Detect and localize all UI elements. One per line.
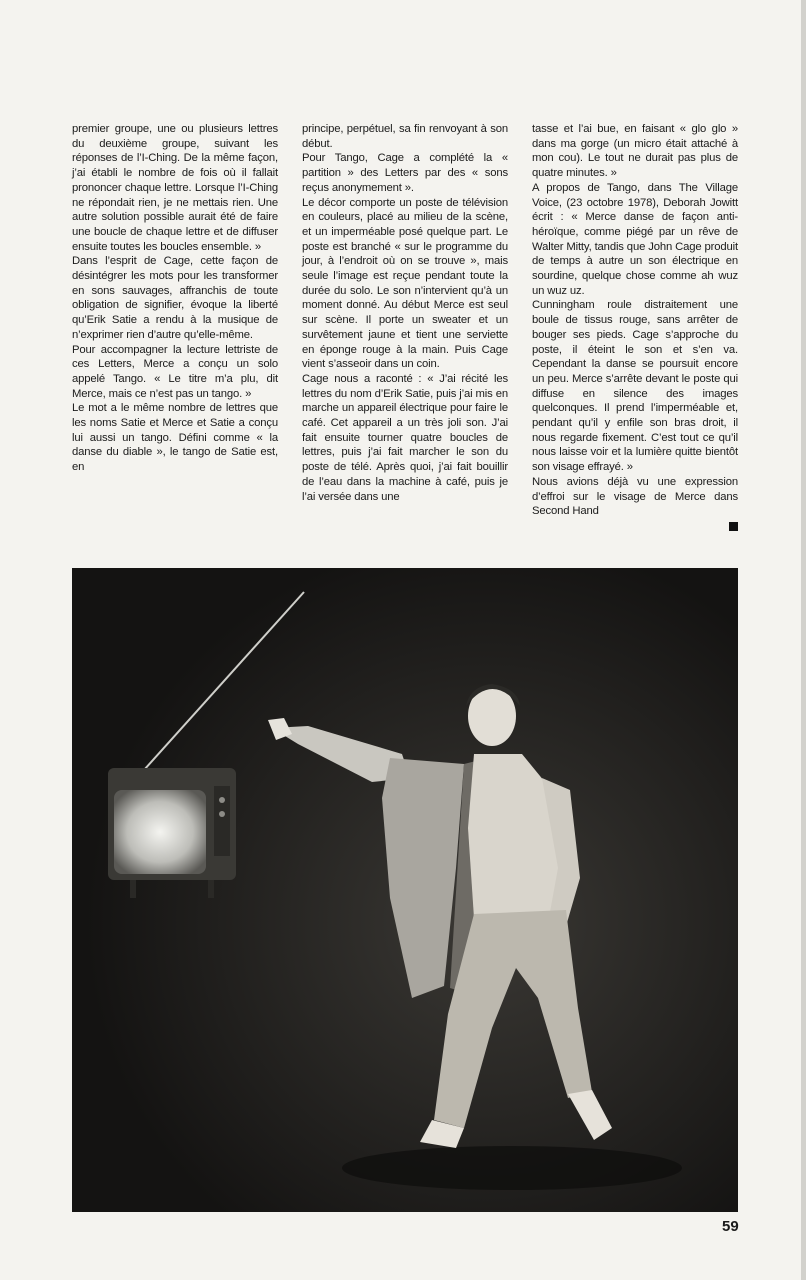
page-edge-shadow	[801, 0, 806, 1280]
paragraph: Le mot a le même nombre de lettres que les noms Satie et Merce et Satie a conçu lui aussi un tango. Défini comme « la danse du diable », le tango de Satie est, en	[72, 402, 278, 474]
text-column-2	[302, 122, 508, 504]
paragraph: Dans l’esprit de Cage, cette façon de désintégrer les mots pour les transformer en sons sauvages, affranchis de toute obligation de signifier, évoque la liberté qu’Erik Satie a rendu à la musique de n’exprimer rien d’autre qu’elle-même.	[72, 255, 278, 341]
end-of-article-mark	[729, 522, 738, 531]
paragraph: Cage nous a raconté : « J’ai récité les lettres du nom d’Erik Satie, puis j’ai mis en marche un appareil électrique pour faire le café. Cet appareil a un très joli son. J’ai fait ensuite tourner quatre boucles de lettres, puis j’ai fait marcher le son du poste de télé. Après quoi, j’ai fait bouillir de l’eau dans la machine à café, puis je l’ai versée dans une	[302, 372, 508, 503]
paragraph: Pour accompagner la lecture lettriste de ces Letters, Merce a conçu un solo appelé Tango. « Le titre m’a plu, dit Merce, mais ce n’est pas un tango. »	[72, 343, 278, 400]
paragraph: tasse et l’ai bue, en faisant « glo glo » dans ma gorge (un micro était attaché à mon cou). Le tout ne durait pas plus de quatre minutes. »	[532, 123, 738, 180]
paragraph: Cunningham roule distraitement une boule de tissus rouge, sans arrêter de bouger ses pieds. Cage s’approche du poste, il éteint le son et s’en va. Cependant la danse se poursuit encore un peu. Merce s’arrête devant le poste qui diffuse en silence des images quelconques. Il prend l’imperméable et, pendant qu’il y enfile son bras droit, il nous regarde fixement. C’est tout ce qu’il nous laisse voir et la lumière quitte bientôt son visage effrayé. »	[532, 299, 738, 474]
dancer-photo	[72, 568, 738, 1212]
television-set	[108, 768, 236, 898]
page-number: 59	[722, 1218, 739, 1235]
text-column-1	[72, 122, 278, 475]
paragraph: principe, perpétuel, sa fin renvoyant à son début.	[302, 123, 508, 150]
paragraph: premier groupe, une ou plusieurs lettres du deuxième groupe, suivant les réponses de l’I-Ching. De la même façon, j’ai établi le nombre de fois où il fallait prononcer chaque lettre. Lorsque l’I-Ching ne répondait rien, je ne mettais rien. Une autre solution possible aurait été de faire une boucle de chaque lettre et de diffuser ensuite toutes les boucles ensemble. »	[72, 123, 278, 253]
paragraph: A propos de Tango, dans The Village Voice, (23 octobre 1978), Deborah Jowitt écrit : « Merce danse de façon anti-héroïque, comme piégé par un rêve de Walter Mitty, tandis que John Cage produit de temps à autre un son électrique en sourdine, quelque chose comme ah wuz un wuz uz.	[532, 181, 738, 297]
paragraph: Le décor comporte un poste de télévision en couleurs, placé au milieu de la scène, et un imperméable posé quelque part. Le poste est branché « sur le programme du jour, à l’endroit où on se trouve », mais seule l’image est reçue pendant toute la durée du solo. Le son n’intervient qu’à un moment donné. Au début Merce est seul sur scène. Il porte un sweater et un survêtement jaune et tient une serviette en éponge rouge à la main. Puis Cage vient s’asseoir dans un coin.	[302, 196, 508, 371]
paragraph: Pour Tango, Cage a complété la « partition » des Letters par des « sons reçus anonymement ».	[302, 152, 508, 194]
paragraph: Nous avions déjà vu une expression d’effroi sur le visage de Merce dans Second Hand	[532, 475, 738, 518]
article-text	[72, 122, 738, 558]
photo-illustration	[72, 568, 738, 1212]
text-column-3	[532, 122, 738, 531]
